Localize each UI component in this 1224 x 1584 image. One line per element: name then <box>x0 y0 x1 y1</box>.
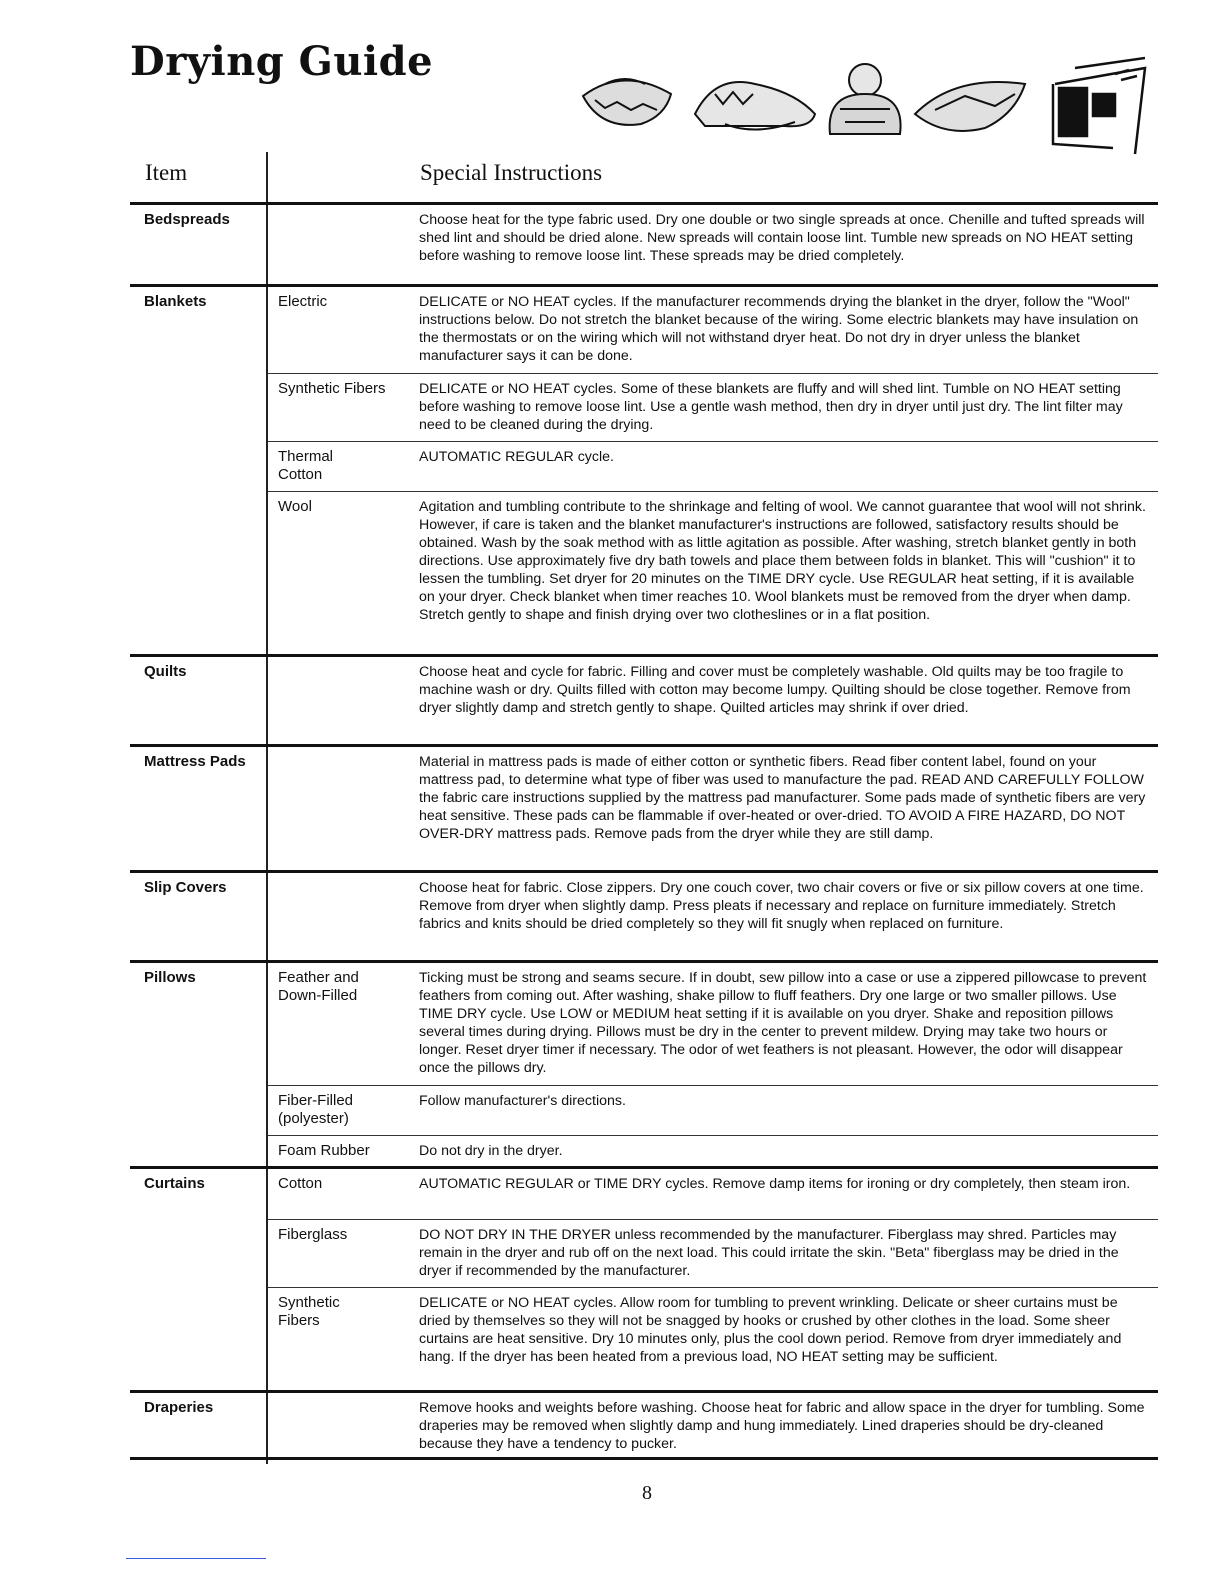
instruction-text: Follow manufacturer's directions. <box>419 1093 626 1109</box>
sub-row <box>268 1085 1158 1135</box>
table-row-pillows <box>130 960 1158 1166</box>
sub-row <box>268 1219 1158 1287</box>
instruction-text: DELICATE or NO HEAT cycles. If the manufacturer recommends drying the blanket in the dryer, follow the "Wool" instructions below. Do not stretch the blanket because of the wiring. Some electric blankets may have insulation on the thermostats or on the wiring which will not withstand dryer heat. Do not dry in dryer unless the blanket manufacturer says it can be done. <box>419 294 1139 364</box>
pillows-icon <box>583 79 671 125</box>
dryer-icon <box>1053 58 1145 154</box>
category-label: Curtains <box>144 1175 205 1192</box>
column-header-item: Item <box>145 160 188 185</box>
table-row-draperies <box>130 1390 1158 1460</box>
instruction-text: Choose heat for the type fabric used. Dry one double or two single spreads at once. Chenille and tufted spreads will shed lint and should be dried alone. New spreads will contain loose lint. Tumble new spreads on NO HEAT setting before washing to remove loose lint. These spreads may be dried completely. <box>419 212 1145 264</box>
drying-guide-table <box>130 202 1158 1460</box>
table-row-bedspreads <box>130 202 1158 284</box>
category-label: Pillows <box>144 969 196 986</box>
shoes-icon <box>695 82 815 130</box>
page-number: 8 <box>642 1482 652 1504</box>
instruction-text: Choose heat and cycle for fabric. Filling and cover must be completely washable. Old quilts may be too fragile to machine wash or dry. Quilts filled with cotton may become lumpy. Quilting should be close together. Remove from dryer slightly damp and stretch gently to shape. Quilted articles may shrink if over dried. <box>419 664 1131 716</box>
sub-row <box>268 1135 1158 1167</box>
subtype-label: Foam Rubber <box>278 1142 370 1159</box>
category-label: Bedspreads <box>144 211 230 228</box>
subtype-label: Cotton <box>278 1175 323 1192</box>
sub-row <box>130 747 1158 843</box>
table-row-blankets <box>130 284 1158 654</box>
instruction-text: Agitation and tumbling contribute to the shrinkage and felting of wool. We cannot guarantee that wool will not shrink. However, if care is taken and the blanket manufacturer's instructions are followed, satisfactory results should be obtained. Wash by the soak method with as little agitation as possible. After washing, stretch blanket gently in both directions. Use approximately five dry bath towels and place them between folds in blanket. This will "cushion" it to lessen the tumbling. Set dryer for 20 minutes on the TIME DRY cycle. Use REGULAR heat setting, if it is available on your dryer. Check blanket when timer reaches 10. Wool blankets must be removed from the dryer when damp. Stretch gently to shape and finish drying over two clotheslines or in a flat position. <box>419 499 1146 623</box>
subtype-label: Fiber-Filled (polyester) <box>278 1092 354 1127</box>
sub-row <box>130 657 1158 717</box>
table-row-mattress-pads <box>130 744 1158 870</box>
folded-fabric-icon <box>915 82 1025 131</box>
subtype-label: Feather and Down-Filled <box>278 969 359 1004</box>
subtype-label: Synthetic Fibers <box>278 1294 340 1329</box>
sub-row <box>130 205 1158 265</box>
instruction-text: AUTOMATIC REGULAR or TIME DRY cycles. Remove damp items for ironing or dry completely, then steam iron. <box>419 1176 1131 1192</box>
drying-items-illustration <box>575 44 1165 156</box>
subtype-label: Electric <box>278 293 328 310</box>
instruction-text: Remove hooks and weights before washing. Choose heat for fabric and allow space in the dryer for tumbling. Some draperies may be removed when slightly damp and hung immediately. Lined draperies should be dry-cleaned because they have a tendency to pucker. <box>419 1400 1145 1452</box>
sub-row <box>130 963 1158 1085</box>
category-label: Slip Covers <box>144 879 227 896</box>
instruction-text: Material in mattress pads is made of either cotton or synthetic fibers. Read fiber content label, found on your mattress pad, to determine what type of fiber was used to manufacture the pad. READ AND CAREFULLY FOLLOW the fabric care instructions supplied by the mattress pad manufacturer. Some pads made of synthetic fibers are very heat sensitive. These pads can be flammable if over-heated or over-dried. TO AVOID A FIRE HAZARD, DO NOT OVER-DRY mattress pads. Remove pads from the dryer while they are still damp. <box>419 754 1146 842</box>
subtype-label: Wool <box>278 498 312 515</box>
instruction-text: Choose heat for fabric. Close zippers. Dry one couch cover, two chair covers or five or six pillow covers at one time. Remove from dryer when slightly damp. Press pleats if necessary and replace on furniture immediately. Stretch fabrics and knits should be dried completely so they will fit snugly when replaced on furniture. <box>419 880 1144 932</box>
footer-rule <box>126 1558 266 1559</box>
page-title: Drying Guide <box>130 38 434 85</box>
instruction-text: Do not dry in the dryer. <box>419 1143 563 1159</box>
category-label: Quilts <box>144 663 187 680</box>
subtype-label: Thermal Cotton <box>278 448 334 483</box>
category-label: Mattress Pads <box>144 753 246 770</box>
table-row-curtains <box>130 1166 1158 1390</box>
instruction-text: DELICATE or NO HEAT cycles. Allow room for tumbling to prevent wrinkling. Delicate or sheer curtains must be dried by themselves so they will not be snagged by hooks or crushed by other clothes in the load. Some sheer curtains are heat sensitive. Dry 10 minutes only, plus the cool down period. Remove from dryer immediately and hang. If the dryer has been heated from a previous load, NO HEAT setting may be sufficient. <box>419 1295 1122 1365</box>
sub-row <box>268 373 1158 441</box>
category-label: Draperies <box>144 1399 214 1416</box>
sub-row <box>268 1287 1158 1391</box>
subtype-label: Fiberglass <box>278 1226 348 1243</box>
sub-row <box>130 873 1158 933</box>
sub-row <box>130 287 1158 373</box>
sub-row <box>268 491 1158 651</box>
sub-row <box>130 1169 1158 1219</box>
category-label: Blankets <box>144 293 207 310</box>
table-row-quilts <box>130 654 1158 744</box>
table-row-slip-covers <box>130 870 1158 960</box>
instruction-text: DO NOT DRY IN THE DRYER unless recommended by the manufacturer. Fiberglass may shred. Particles may remain in the dryer and rub off on the next load. This could irritate the skin. "Beta" fiberglass may be dried in the dryer if recommended by the manufacturer. <box>419 1227 1119 1279</box>
instruction-text: DELICATE or NO HEAT cycles. Some of these blankets are fluffy and will shed lint. Tumble on NO HEAT setting before washing to remove loose lint. Use a gentle wash method, then dry in dryer until just dry. The lint filter may need to be cleaned during the drying. <box>419 381 1123 433</box>
column-header-special-instructions: Special Instructions <box>420 160 603 185</box>
instruction-text: AUTOMATIC REGULAR cycle. <box>419 449 614 465</box>
instruction-text: Ticking must be strong and seams secure. If in doubt, sew pillow into a case or use a zippered pillowcase to prevent feathers from coming out. After washing, shake pillow to fluff feathers. Dry one large or two smaller pillows. Use TIME DRY cycle. Use LOW or MEDIUM heat setting if it is available on you dryer. Shake and reposition pillows several times during drying. Pillows must be dry in the center to prevent mildew. Drying may take two hours or longer. Reset dryer timer if necessary. The odor of wet feathers is not pleasant. However, the odor will disappear once the pillows dry. <box>419 970 1147 1076</box>
sub-row <box>130 1393 1158 1453</box>
stuffed-toy-icon <box>830 64 901 134</box>
sub-row <box>268 441 1158 491</box>
subtype-label: Synthetic Fibers <box>278 380 386 397</box>
